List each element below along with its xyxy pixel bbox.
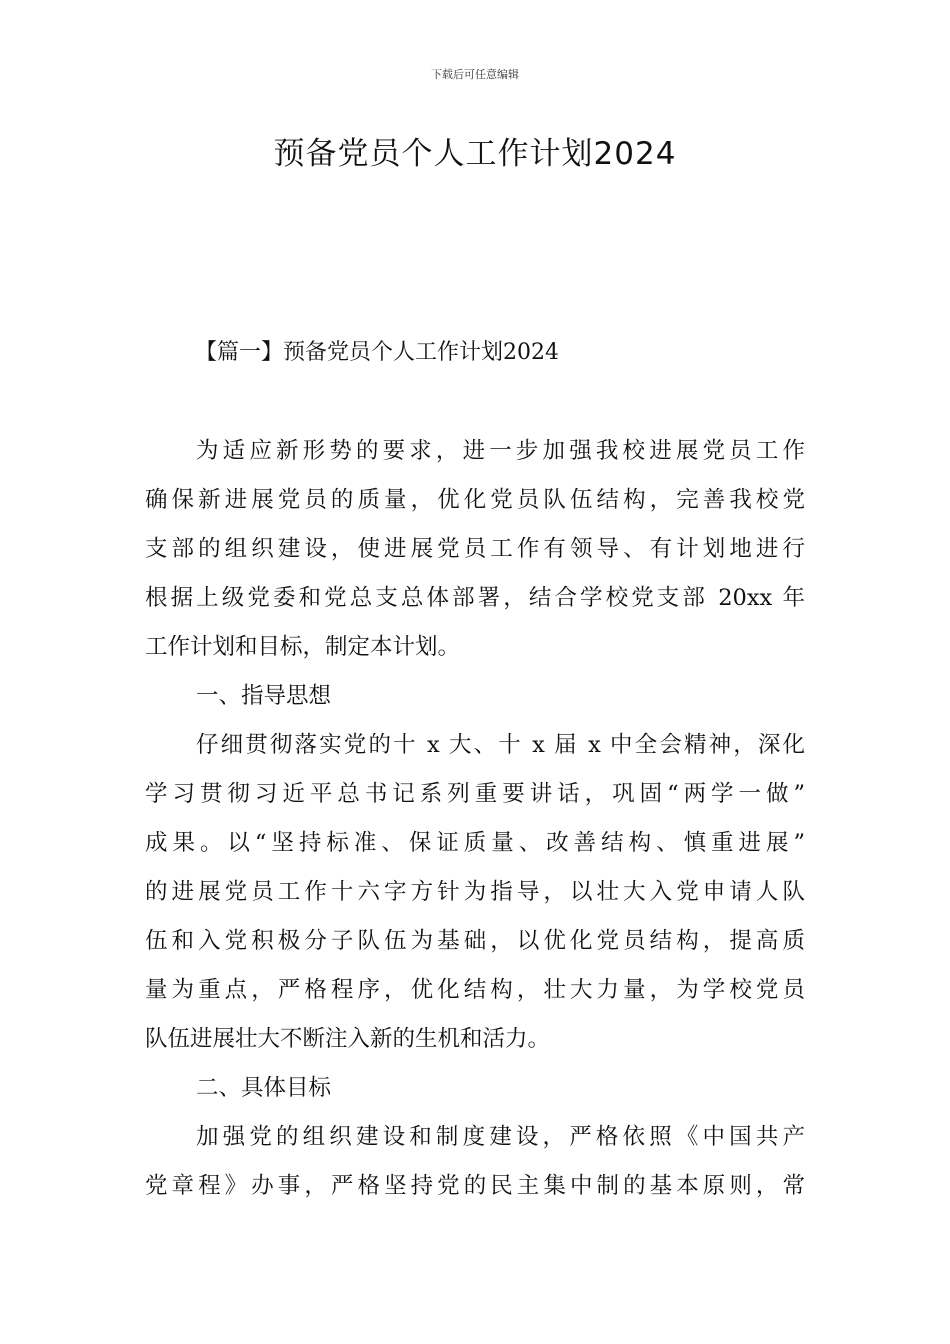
subheading-guiding-ideology: 一、指导思想	[196, 683, 332, 709]
subheading-specific-goals: 二、具体目标	[196, 1075, 332, 1101]
document-title: 预备党员个人工作计划2024	[273, 136, 677, 172]
paragraph-line: 的进展党员工作十六字方针为指导，以壮大入党申请人队	[145, 879, 805, 905]
paragraph-line: 量为重点，严格程序，优化结构，壮大力量，为学校党员	[145, 977, 805, 1003]
paragraph-line: 确保新进展党员的质量，优化党员队伍结构，完善我校党	[145, 487, 805, 513]
paragraph-line: 为适应新形势的要求，进一步加强我校进展党员工作	[196, 438, 805, 464]
header-note: 下载后可任意编辑	[431, 68, 519, 81]
paragraph-line: 成果。以“坚持标准、保证质量、改善结构、慎重进展”	[145, 830, 805, 856]
paragraph-line: 支部的组织建设，使进展党员工作有领导、有计划地进行	[145, 536, 805, 562]
section-heading: 【篇一】预备党员个人工作计划2024	[195, 340, 559, 365]
body-text	[145, 427, 805, 1211]
paragraph-line: 队伍进展壮大不断注入新的生机和活力。	[145, 1026, 551, 1052]
paragraph-line: 党章程》办事，严格坚持党的民主集中制的基本原则，常	[145, 1173, 805, 1199]
paragraph-line: 学习贯彻习近平总书记系列重要讲话，巩固“两学一做”	[145, 781, 805, 807]
paragraph-line: 仔细贯彻落实党的十 x 大、十 x 届 x 中全会精神，深化	[196, 732, 805, 758]
paragraph-line: 加强党的组织建设和制度建设，严格依照《中国共产	[196, 1124, 805, 1150]
paragraph-line: 根据上级党委和党总支总体部署，结合学校党支部 20xx 年	[145, 585, 805, 611]
paragraph-line: 工作计划和目标，制定本计划。	[145, 634, 461, 660]
paragraph-line: 伍和入党积极分子队伍为基础，以优化党员结构，提高质	[145, 928, 805, 954]
